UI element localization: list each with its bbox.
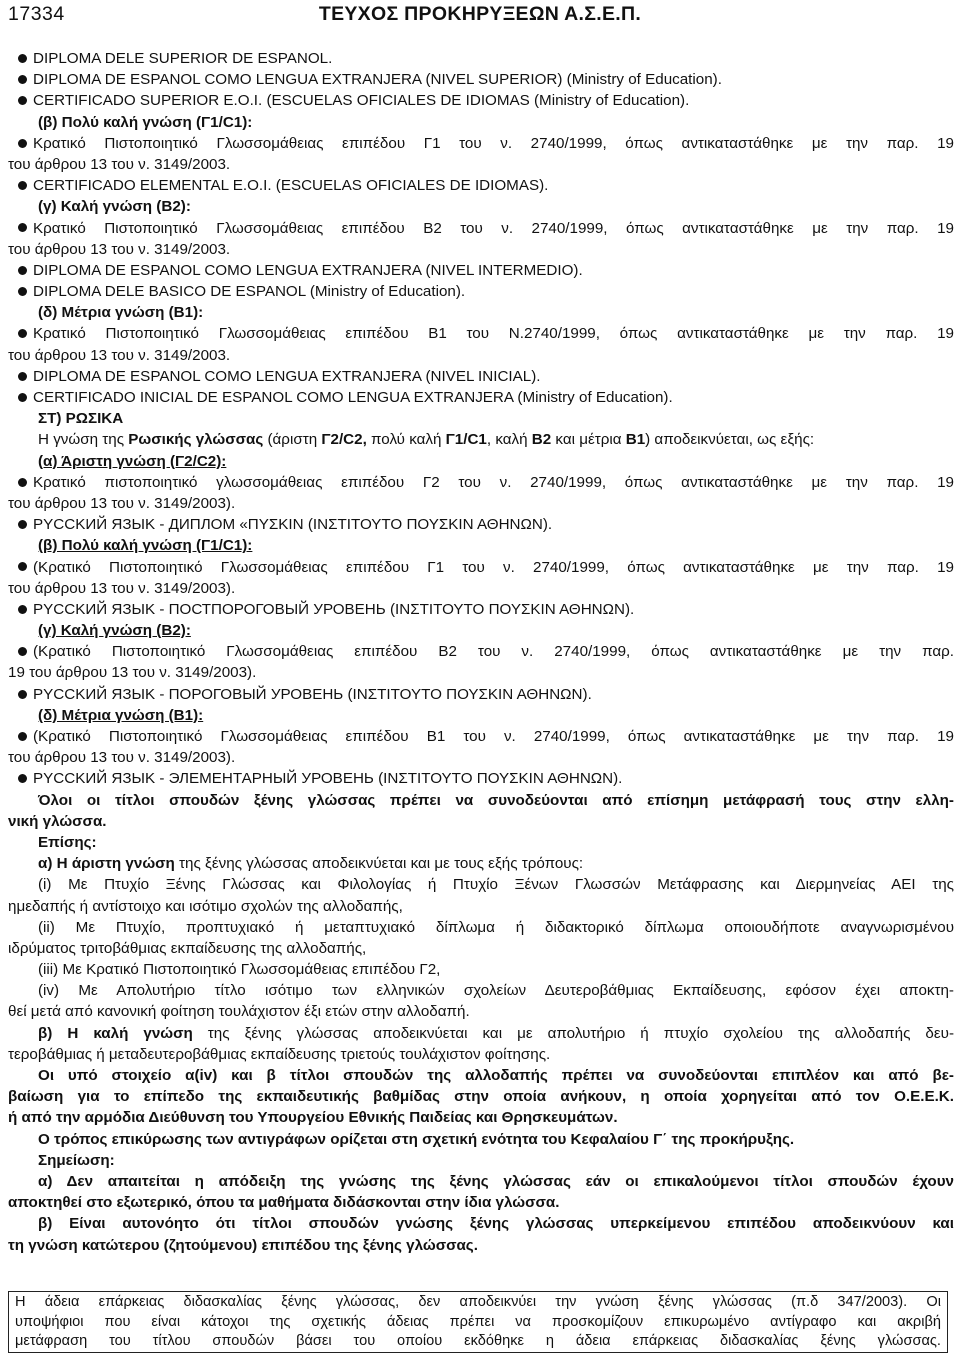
bullet-icon	[18, 266, 27, 275]
bullet-icon	[18, 372, 27, 381]
level-heading: (β) Πολύ καλή γνώση (Γ1/C1):	[38, 537, 253, 555]
list-item: Κρατικό Πιστοποιητικό Γλωσσομάθειας επιπέδου Β1 του Ν.2740/1999, όπως αντικαταστάθηκε με την παρ. 19	[8, 323, 954, 344]
intro-line: Η γνώση της Ρωσικής γλώσσας (άριστη Γ2/C2, πολύ καλή Γ1/C1, καλή Β2 και μέτρια Β1) αποδεικνύεται, ως εξής:	[38, 431, 815, 449]
list-item: PYCCKИЙ ЯЗЫK - ДИПЛОМ «ΠΥΣΚΙΝ (ΙΝΣΤΙΤΟΥΤΟ ΠΟΥΣΚΙΝ ΑΘΗΝΩΝ).	[8, 514, 954, 535]
text-line: του άρθρου 13 του ν. 3149/2003.	[8, 155, 231, 173]
text-line: ιδρύματος τριτοβάθμιας εκπαίδευσης της αλλοδαπής,	[8, 939, 367, 957]
bullet-icon	[18, 520, 27, 529]
text-line: του άρθρου 13 του ν. 3149/2003).	[8, 579, 236, 597]
text-line: του άρθρου 13 του ν. 3149/2003.	[8, 240, 231, 258]
text-line: ή από την αρμόδια Διεύθυνση του Υπουργείου Εθνικής Παιδείας και Θρησκευμάτων.	[8, 1109, 618, 1127]
bullet-icon	[18, 647, 27, 656]
level-heading: (δ) Μέτρια γνώση (Β1):	[38, 304, 204, 322]
text-line: νική γλώσσα.	[8, 812, 107, 830]
text-line: 19 του άρθρου 13 του ν. 3149/2003).	[8, 664, 257, 682]
bullet-icon	[18, 690, 27, 699]
level-heading: (β) Πολύ καλή γνώση (Γ1/C1):	[38, 113, 253, 131]
text-line: Οι υπό στοιχείο α(iv) και β τίτλοι σπουδών της αλλοδαπής πρέπει να συνοδεύονται επιπλέον και από βε-	[38, 1067, 954, 1084]
text-line: βαίωση για το επίπεδο της εκπαιδευτικής βαθμίδας στην οποία ανήκουν, η οποία χορηγείται από τον Ο.Ε.Ε.Κ.	[8, 1088, 954, 1106]
list-item: PYCCKИЙ ЯЗЫK - ЭЛЕМЕНТАРНЫЙ УРОВЕНЬ (ΙΝΣΤΙΤΟΥΤΟ ΠΟΥΣΚΙΝ ΑΘΗΝΩΝ).	[8, 768, 954, 789]
list-item: Κρατικό Πιστοποιητικό Γλωσσομάθειας επιπέδου Γ1 του ν. 2740/1999, όπως αντικαταστάθηκε με την παρ. 19	[8, 133, 954, 154]
bullet-icon	[18, 181, 27, 190]
note-line: Η άδεια επάρκειας διδασκαλίας ξένης γλώσσας, δεν αποδεικνύει την γνώση ξένης γλώσσας (π.δ 347/2003). Οι	[15, 1294, 941, 1310]
text-line: α) Η άριστη γνώση της ξένης γλώσσας αποδεικνύεται και με τους εξής τρόπους:	[38, 855, 584, 873]
bullet-icon	[18, 393, 27, 402]
bullet-icon	[18, 139, 27, 148]
text-line: του άρθρου 13 του ν. 3149/2003).	[8, 494, 236, 512]
bullet-icon	[18, 478, 27, 487]
note-box	[8, 1291, 948, 1353]
level-heading: (γ) Καλή γνώση (Β2):	[38, 198, 191, 216]
bullet-icon	[18, 732, 27, 741]
list-item: Κρατικό πιστοποιητικό γλωσσομάθειας επιπέδου Γ2 του ν. 2740/1999, όπως αντικαταστάθηκε με την παρ. 19	[8, 472, 954, 493]
list-item: PYCCKИЙ ЯЗЫK - ПОРОГОВЫЙ УРОВЕНЬ (ΙΝΣΤΙΤΟΥΤΟ ΠΟΥΣΚΙΝ ΑΘΗΝΩΝ).	[8, 684, 954, 705]
bullet-icon	[18, 96, 27, 105]
text-line: Όλοι οι τίτλοι σπουδών ξένης γλώσσας πρέπει να συνοδεύονται από επίσημη μετάφρασή τους στην ελλη-	[38, 791, 954, 809]
level-heading: (δ) Μέτρια γνώση (Β1):	[38, 706, 204, 724]
section-heading: ΣΤ) ΡΩΣΙΚΑ	[38, 410, 124, 428]
bullet-icon	[18, 75, 27, 84]
text-line: β) Η καλή γνώση της ξένης γλώσσας αποδεικνύεται και με απολυτήριο ή πτυχίο σχολείου της αλλοδαπής δευ-	[38, 1024, 954, 1042]
text-line: του άρθρου 13 του ν. 3149/2003).	[8, 749, 236, 767]
level-heading: (α) Άριστη γνώση (Γ2/C2):	[38, 452, 227, 470]
text-line: τεροβάθμιας ή μεταδευτεροβάθμιας εκπαίδευσης τριετούς τουλάχιστον φοίτησης.	[8, 1045, 551, 1063]
list-item: (Κρατικό Πιστοποιητικό Γλωσσομάθειας επιπέδου Β1 του ν. 2740/1999, όπως αντικαταστάθηκε με την παρ. 19	[8, 726, 954, 747]
list-item: DIPLOMA DELE SUPERIOR DE ESPANOL.	[8, 48, 954, 69]
note-line: υποψήφιοι που είναι κάτοχοι της σχετικής άδειας πρέπει να προσκομίζουν επικυρωμένο αντίγραφο και ακριβή	[15, 1313, 941, 1330]
list-item: PYCCKИЙ ЯЗЫK - ПОСТПОРОГОВЫЙ УРОВЕНЬ (ΙΝΣΤΙΤΟΥΤΟ ΠΟΥΣΚΙΝ ΑΘΗΝΩΝ).	[8, 599, 954, 620]
page-header	[8, 3, 952, 29]
text-line: α) Δεν απαιτείται η απόδειξη της γνώσης της ξένης γλώσσας εάν οι επικαλούμενοι τίτλοι σπουδών έχουν	[38, 1172, 954, 1190]
subheading: Επίσης:	[38, 833, 97, 851]
bullet-icon	[18, 54, 27, 63]
list-item: DIPLOMA DE ESPANOL COMO LENGUA EXTRANJERA (NIVEL SUPERIOR) (Ministry of Education).	[8, 69, 954, 90]
bullet-icon	[18, 774, 27, 783]
text-line: θεί μετά από κανονική φοίτηση τουλάχιστον έξι ετών στην αλλοδαπή.	[8, 1003, 470, 1021]
text-line: τη γνώση κατώτερου (ζητούμενου) επιπέδου της ξένης γλώσσας.	[8, 1236, 478, 1254]
text-line: (i) Με Πτυχίο Ξένης Γλώσσας και Φιλολογίας ή Πτυχίο Ξένων Γλωσσών Μετάφρασης και Διερμηνείας ΑΕΙ της	[38, 876, 954, 894]
text-line: β) Είναι αυτονόητο ότι τίτλοι σπουδών γνώσης ξένης γλώσσας υπερκείμενου επιπέδου αποδεικνύουν και	[38, 1215, 954, 1233]
subheading: Σημείωση:	[38, 1151, 115, 1169]
text-line: αποκτηθεί στο εξωτερικό, όπου τα μαθήματα διδάσκονται στην ίδια γλώσσα.	[8, 1194, 560, 1212]
bullet-icon	[18, 605, 27, 614]
text-line: του άρθρου 13 του ν. 3149/2003.	[8, 346, 231, 364]
list-item: (Κρατικό Πιστοποιητικό Γλωσσομάθειας επιπέδου Β2 του ν. 2740/1999, όπως αντικαταστάθηκε με την παρ.	[8, 641, 954, 662]
text-line: ημεδαπής ή αντίστοιχο και ισότιμο σχολών της αλλοδαπής,	[8, 897, 403, 915]
list-item: (Κρατικό Πιστοποιητικό Γλωσσομάθειας επιπέδου Γ1 του ν. 2740/1999, όπως αντικαταστάθηκε με την παρ. 19	[8, 557, 954, 578]
note-line: μετάφραση του τίτλου σπουδών βάσει του οποίου εκδόθηκε η άδεια επάρκειας διδασκαλίας ξένης γλώσσας.	[15, 1333, 941, 1350]
list-item: Κρατικό Πιστοποιητικό Γλωσσομάθειας επιπέδου Β2 του ν. 2740/1999, όπως αντικαταστάθηκε με την παρ. 19	[8, 218, 954, 239]
bullet-icon	[18, 562, 27, 571]
page-title: ΤΕΥΧΟΣ ΠΡΟΚΗΡΥΞΕΩΝ Α.Σ.Ε.Π.	[318, 3, 642, 25]
text-line: (iv) Με Απολυτήριο τίτλο ισότιμο των ελληνικών σχολείων Δευτεροβάθμιας Εκπαίδευσης, εφόσον έχει αποκτη-	[38, 982, 954, 1000]
bullet-icon	[18, 223, 27, 232]
level-heading: (γ) Καλή γνώση (Β2):	[38, 622, 191, 640]
list-item: CERTIFICADO SUPERIOR E.O.I. (ESCUELAS OFICIALES DE IDIOMAS (Ministry of Education).	[8, 90, 954, 111]
text-line: Ο τρόπος επικύρωσης των αντιγράφων ορίζεται στη σχετική ενότητα του Κεφαλαίου Γ΄ της προκήρυξης.	[38, 1130, 795, 1148]
document-body	[8, 48, 954, 1256]
bullet-icon	[18, 287, 27, 296]
list-item: CERTIFICADO ELEMENTAL E.O.I. (ESCUELAS OFICIALES DE IDIOMAS).	[8, 175, 954, 196]
bullet-icon	[18, 329, 27, 338]
list-item: CERTIFICADO INICIAL DE ESPANOL COMO LENGUA EXTRANJERA (Ministry of Education).	[8, 387, 954, 408]
text-line: (ii) Με Πτυχίο, προπτυχιακό ή μεταπτυχιακό δίπλωμα ή διδακτορικό δίπλωμα οποιουδήποτε αναγνωρισμένου	[38, 918, 954, 936]
list-item: DIPLOMA DE ESPANOL COMO LENGUA EXTRANJERA (NIVEL INTERMEDIO).	[8, 260, 954, 281]
list-item: DIPLOMA DELE BASICO DE ESPANOL (Ministry of Education).	[8, 281, 954, 302]
page-number: 17334	[8, 3, 65, 25]
list-item: DIPLOMA DE ESPANOL COMO LENGUA EXTRANJERA (NIVEL INICIAL).	[8, 366, 954, 387]
text-line: (iii) Με Κρατικό Πιστοποιητικό Γλωσσομάθειας επιπέδου Γ2,	[38, 961, 441, 979]
